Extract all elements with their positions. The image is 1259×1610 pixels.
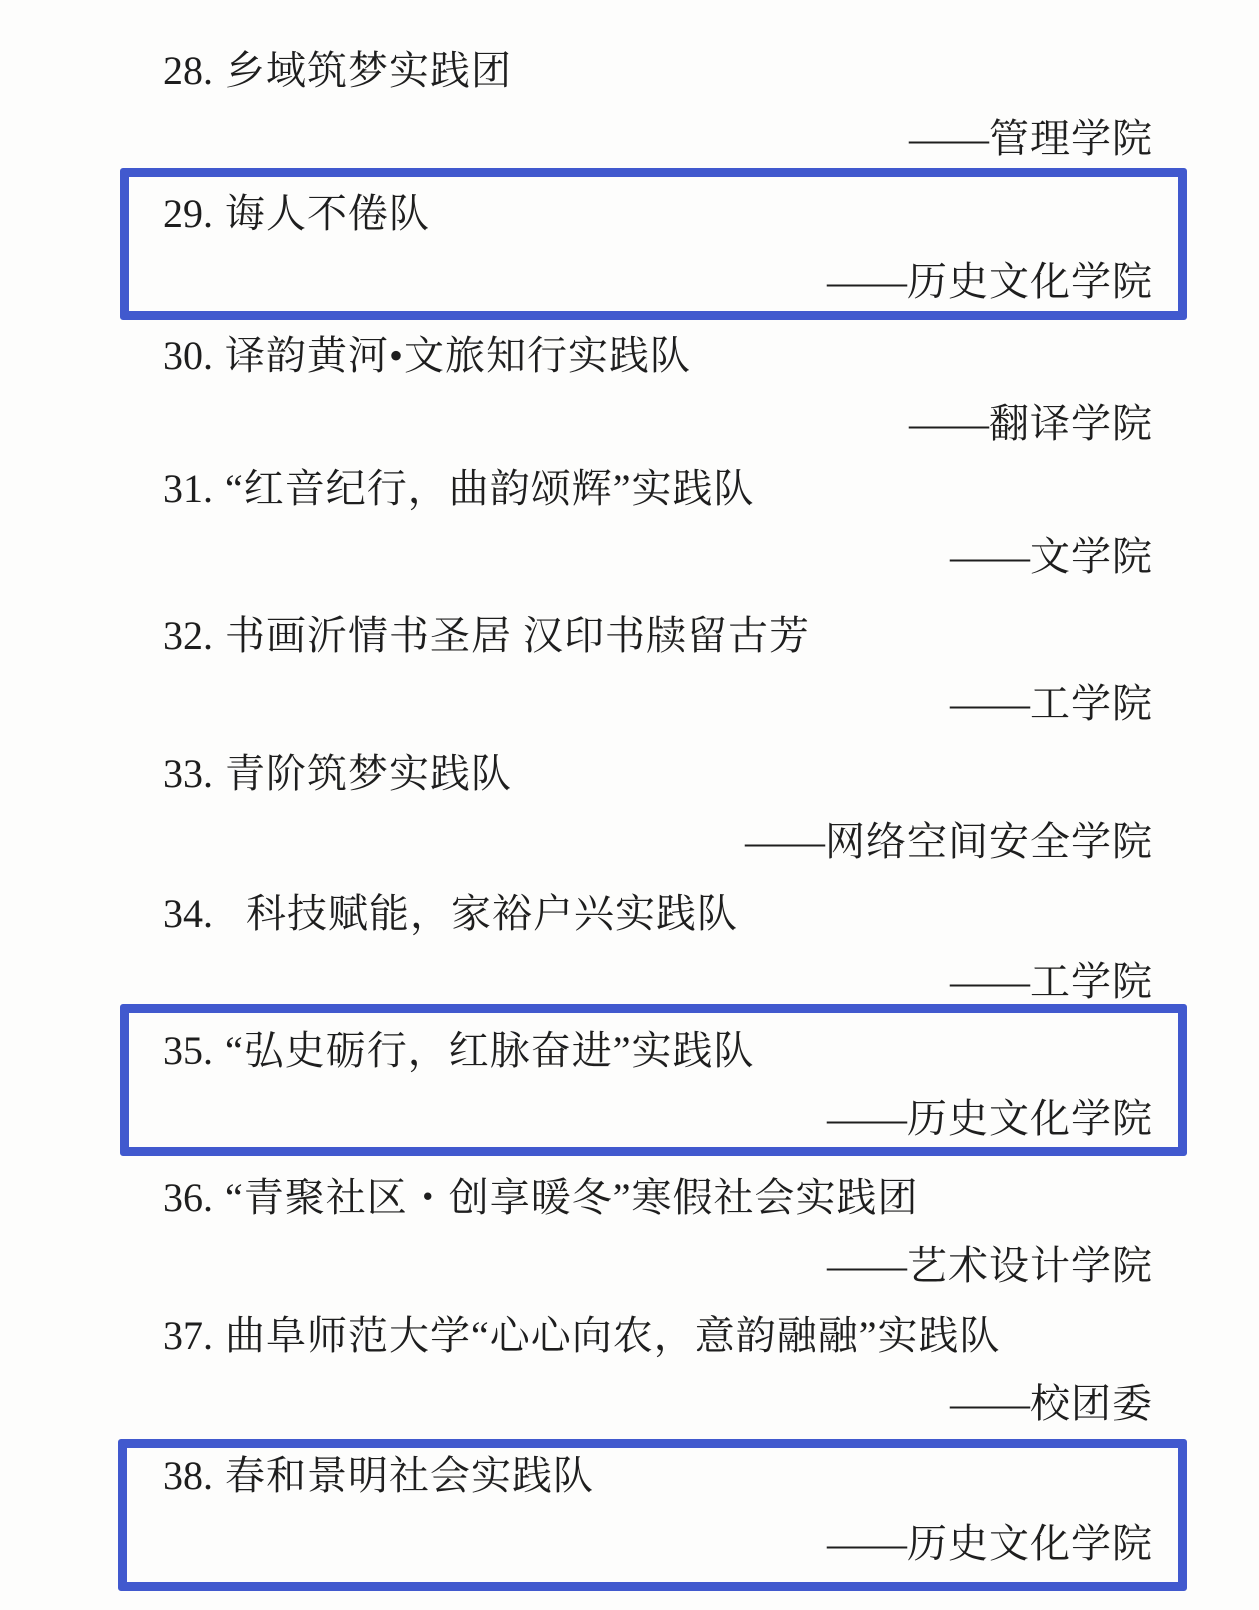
team-name-line	[163, 615, 810, 657]
college-name: 历史文化学院	[907, 259, 1153, 304]
team-name-line	[163, 468, 755, 510]
dash: ——	[950, 1381, 1030, 1426]
college-attribution	[909, 403, 1153, 445]
team-name-line	[163, 50, 512, 92]
college-attribution	[827, 1245, 1153, 1287]
team-name-line	[163, 1455, 594, 1497]
item-number: 31.	[163, 466, 213, 511]
college-attribution	[950, 536, 1153, 578]
college-attribution	[827, 1098, 1153, 1140]
team-name-line	[163, 1315, 1001, 1357]
team-name: 科技赋能，家裕户兴实践队	[225, 891, 738, 936]
list-item	[0, 1455, 1259, 1567]
team-name: 乡域筑梦实践团	[225, 48, 512, 93]
college-name: 管理学院	[989, 116, 1153, 161]
dash: ——	[950, 959, 1030, 1004]
list-item	[0, 1177, 1259, 1289]
team-name: 诲人不倦队	[225, 191, 430, 236]
item-number: 30.	[163, 333, 213, 378]
college-name: 翻译学院	[989, 401, 1153, 446]
dash: ——	[827, 1096, 907, 1141]
team-name-line	[163, 335, 691, 377]
college-attribution	[909, 118, 1153, 160]
list-item	[0, 50, 1259, 162]
list-item	[0, 193, 1259, 305]
team-name-line	[163, 1030, 755, 1072]
college-name: 历史文化学院	[907, 1096, 1153, 1141]
team-name: 曲阜师范大学“心心向农，意韵融融”实践队	[225, 1313, 1001, 1358]
list-item	[0, 468, 1259, 580]
dash: ——	[827, 259, 907, 304]
list-item	[0, 1315, 1259, 1427]
item-number: 32.	[163, 613, 213, 658]
dash: ——	[950, 534, 1030, 579]
college-name: 工学院	[1030, 959, 1153, 1004]
list-item	[0, 615, 1259, 727]
team-name: 春和景明社会实践队	[225, 1453, 594, 1498]
dash: ——	[827, 1521, 907, 1566]
item-number: 38.	[163, 1453, 213, 1498]
item-number: 28.	[163, 48, 213, 93]
list-item	[0, 1030, 1259, 1142]
item-number: 37.	[163, 1313, 213, 1358]
college-attribution	[745, 821, 1153, 863]
dash: ——	[909, 401, 989, 446]
college-name: 历史文化学院	[907, 1521, 1153, 1566]
item-number: 33.	[163, 751, 213, 796]
item-number: 29.	[163, 191, 213, 236]
list-item	[0, 335, 1259, 447]
dash: ——	[909, 116, 989, 161]
college-name: 艺术设计学院	[907, 1243, 1153, 1288]
list-item	[0, 753, 1259, 865]
college-name: 工学院	[1030, 681, 1153, 726]
item-number: 36.	[163, 1175, 213, 1220]
team-name-line	[163, 753, 512, 795]
college-attribution	[827, 261, 1153, 303]
dash: ——	[745, 819, 825, 864]
team-name: 译韵黄河•文旅知行实践队	[225, 333, 692, 378]
college-attribution	[950, 683, 1153, 725]
dash: ——	[950, 681, 1030, 726]
team-name-line	[163, 193, 430, 235]
team-name: “弘史砺行，红脉奋进”实践队	[225, 1028, 755, 1073]
team-name: 书画沂情书圣居 汉印书牍留古芳	[225, 613, 810, 658]
college-name: 网络空间安全学院	[825, 819, 1153, 864]
dash: ——	[827, 1243, 907, 1288]
college-name: 校团委	[1030, 1381, 1153, 1426]
item-number: 35.	[163, 1028, 213, 1073]
college-attribution	[827, 1523, 1153, 1565]
team-name-line	[163, 893, 738, 935]
team-name: “青聚社区・创享暖冬”寒假社会实践团	[225, 1175, 919, 1220]
item-number: 34.	[163, 891, 213, 936]
college-name: 文学院	[1030, 534, 1153, 579]
list-item	[0, 893, 1259, 1005]
college-attribution	[950, 961, 1153, 1003]
team-name: 青阶筑梦实践队	[225, 751, 512, 796]
team-name: “红音纪行，曲韵颂辉”实践队	[225, 466, 755, 511]
college-attribution	[950, 1383, 1153, 1425]
team-name-line	[163, 1177, 919, 1219]
